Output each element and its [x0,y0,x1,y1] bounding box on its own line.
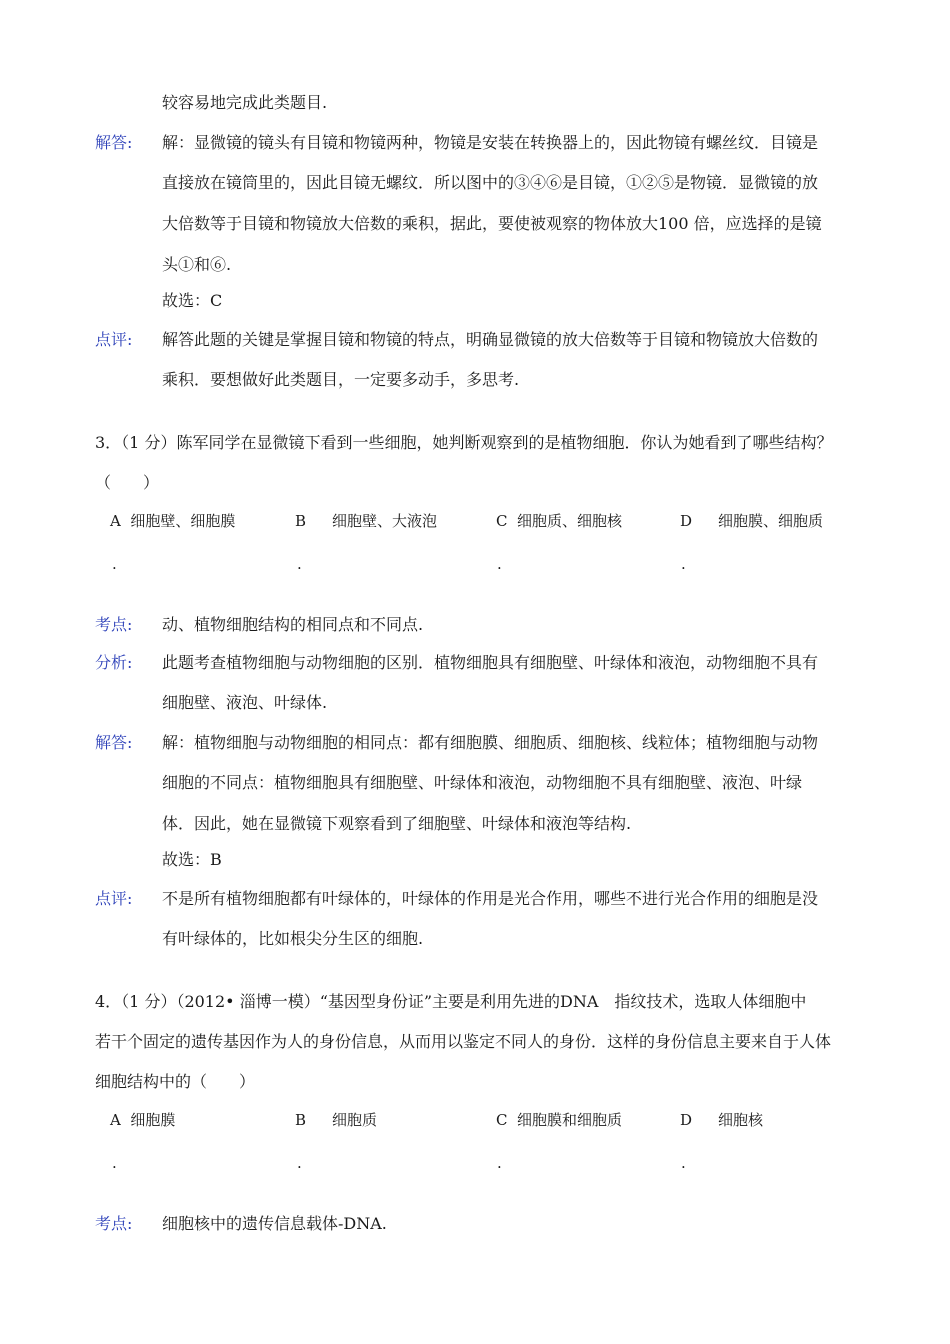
q3-answer-line: 体．因此，她在显微镜下观察看到了细胞壁、叶绿体和液泡等结构. [162,814,632,833]
q3-stem-paren: （ ） [95,473,160,492]
q3-comment-line: 不是所有植物细胞都有叶绿体的，叶绿体的作用是光合作用，哪些不进行光合作用的细胞是没 [162,889,819,908]
q3-option-d-dot: . [681,555,686,573]
q4-stem: 细胞结构中的（ ） [95,1072,256,1091]
option-text: 细胞壁、细胞膜 [130,512,236,530]
q3-option-c [496,510,622,532]
q3-stem: 3．（1 分）陈军同学在显微镜下看到一些细胞，她判断观察到的是植物细胞．你认为她看到了哪些结构？ [95,433,833,452]
q3-kaodian: 动、植物细胞结构的相同点和不同点. [162,615,424,634]
q3-comment-label: 点评: [95,889,133,908]
q3-answer-line: 解：植物细胞与动物细胞的相同点：都有细胞膜、细胞质、细胞核、线粒体；植物细胞与动物 [162,733,819,752]
option-letter: A [110,512,121,530]
q3-kaodian-label: 考点: [95,615,133,634]
q3-answer-label: 解答: [95,733,133,752]
option-text: 细胞质 [332,1111,378,1129]
option-letter: D [680,512,693,530]
q3-answer-choice: 故选：B [162,850,222,869]
option-letter: A [110,1111,121,1129]
q4-stem: 若干个固定的遗传基因作为人的身份信息，从而用以鉴定不同人的身份．这样的身份信息主要来自于人体 [95,1032,832,1051]
q2-answer-line: 直接放在镜筒里的，因此目镜无螺纹．所以图中的③④⑥是目镜，①②⑤是物镜．显微镜的放 [162,173,819,192]
q3-option-a-dot: . [112,555,117,573]
option-text: 细胞壁、大液泡 [332,512,438,530]
option-letter: C [496,512,508,530]
q3-option-a [110,510,235,532]
option-text: 细胞质、细胞核 [517,512,623,530]
q4-kaodian-label: 考点: [95,1214,133,1233]
q2-answer-line: 解：显微镜的镜头有目镜和物镜两种，物镜是安装在转换器上的，因此物镜有螺丝纹．目镜是 [162,133,819,152]
q4-option-c-dot: . [497,1154,502,1172]
q4-option-a-dot: . [112,1154,117,1172]
q4-option-a [110,1109,175,1131]
option-letter: D [680,1111,693,1129]
q4-option-b [295,1109,377,1131]
q3-option-c-dot: . [497,555,502,573]
option-letter: B [295,512,307,530]
q2-answer-line: 头①和⑥. [162,255,232,274]
q2-answer-line: 大倍数等于目镜和物镜放大倍数的乘积，据此，要使被观察的物体放大100 倍，应选择的是镜 [162,214,822,233]
option-text: 细胞核 [718,1111,764,1129]
option-letter: B [295,1111,307,1129]
q2-analysis-tail: 较容易地完成此类题目. [162,93,328,112]
q2-answer-choice: 故选：C [162,291,223,310]
q4-option-c [496,1109,622,1131]
q2-comment-line: 乘积．要想做好此类题目，一定要多动手，多思考. [162,370,520,389]
q2-comment-label: 点评: [95,330,133,349]
option-text: 细胞膜 [130,1111,176,1129]
q3-comment-line: 有叶绿体的，比如根尖分生区的细胞. [162,929,424,948]
q4-option-b-dot: . [297,1154,302,1172]
q3-option-d [680,510,823,532]
option-letter: C [496,1111,508,1129]
q4-stem: 4．（1 分）（2012• 淄博一模）“基因型身份证”主要是利用先进的DNA 指纹技术，选取人体细胞中 [95,992,807,1011]
q3-answer-line: 细胞的不同点：植物细胞具有细胞壁、叶绿体和液泡，动物细胞不具有细胞壁、液泡、叶绿 [162,773,803,792]
q3-option-b [295,510,437,532]
option-text: 细胞膜、细胞质 [718,512,824,530]
q3-fenxi-line: 细胞壁、液泡、叶绿体. [162,693,328,712]
q3-fenxi-line: 此题考查植物细胞与动物细胞的区别．植物细胞具有细胞壁、叶绿体和液泡，动物细胞不具有 [162,653,819,672]
q3-fenxi-label: 分析: [95,653,133,672]
q4-option-d-dot: . [681,1154,686,1172]
q2-comment-line: 解答此题的关键是掌握目镜和物镜的特点，明确显微镜的放大倍数等于目镜和物镜放大倍数的 [162,330,819,349]
q4-kaodian: 细胞核中的遗传信息载体-DNA. [162,1214,387,1233]
q2-answer-label: 解答: [95,133,133,152]
q4-option-d [680,1109,763,1131]
q3-option-b-dot: . [297,555,302,573]
option-text: 细胞膜和细胞质 [517,1111,623,1129]
